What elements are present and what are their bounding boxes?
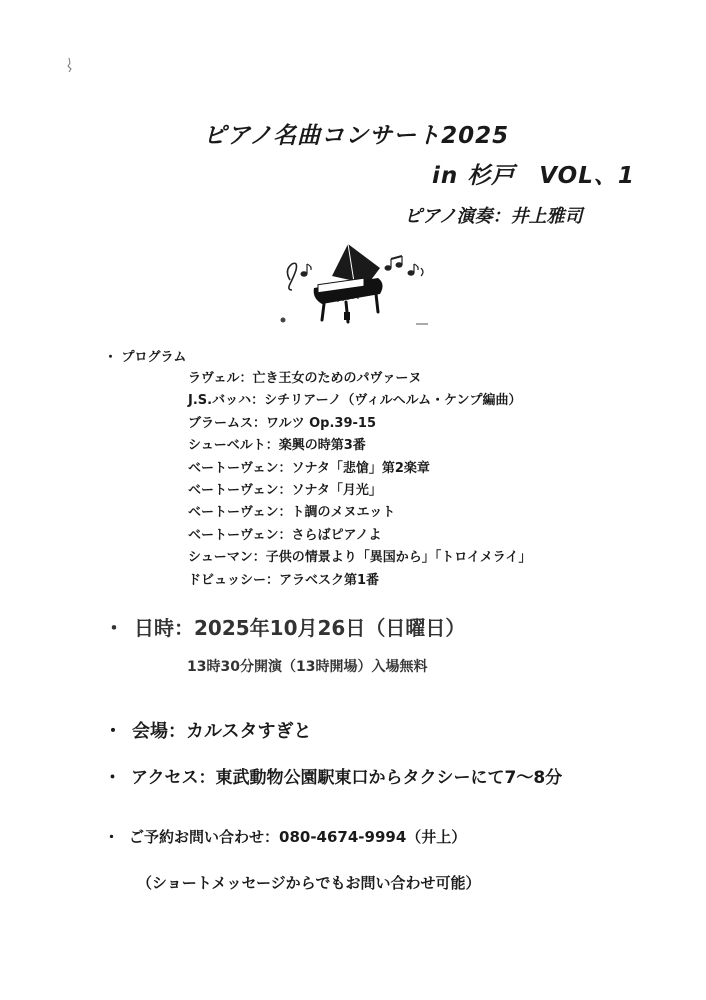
event-contact-text: ご予約お問い合わせ：080-4674-9994（井上）: [129, 828, 467, 846]
program-item: ベートーヴェン：ト調のメヌエット: [188, 505, 396, 521]
event-access-text: アクセス：東武動物公園駅東口からタクシーにて7～8分: [131, 768, 563, 788]
performer: ピアノ演奏：井上雅司: [404, 206, 583, 227]
event-venue-text: 会場：カルスタすぎと: [132, 721, 312, 742]
program-item: ブラームス：ワルツ Op.39-15: [188, 415, 377, 431]
program-item: ドビュッシー：アラベスク第1番: [188, 572, 380, 588]
scan-speck-icon: [66, 57, 73, 73]
concert-title: ピアノ名曲コンサート2025: [203, 123, 510, 149]
grand-piano-with-music-notes-icon: [280, 238, 430, 330]
bullet-mark: ・: [104, 768, 121, 788]
bullet-mark: ・: [104, 616, 124, 640]
bullet-mark: ・: [104, 721, 122, 742]
event-access: [104, 763, 562, 788]
event-venue: [104, 717, 311, 743]
program-item: ラヴェル：亡き王女のためのパヴァーヌ: [188, 371, 422, 386]
event-contact: [104, 826, 466, 847]
program-heading: ・ プログラム: [104, 350, 187, 365]
program-item: シューマン：子供の情景より「異国から」「トロイメライ」: [188, 550, 532, 566]
contact-note: （ショートメッセージからでもお問い合わせ可能）: [137, 874, 481, 892]
program-item: J.S.バッハ：シチリアーノ（ヴィルヘルム・ケンプ編曲）: [188, 393, 522, 409]
program-item: ベートーヴェン：さらばピアノよ: [188, 527, 382, 543]
event-date: [104, 612, 465, 641]
program-item: シューベルト：楽興の時第3番: [188, 438, 366, 454]
program-list: [188, 368, 531, 592]
program-item: ベートーヴェン：ソナタ「悲愴」第2楽章: [188, 460, 430, 476]
bullet-mark: ・: [104, 828, 120, 846]
program-item: ベートーヴェン：ソナタ「月光」: [188, 482, 382, 498]
event-date-text: 日時：2025年10月26日（日曜日）: [134, 616, 466, 640]
event-time: 13時30分開演（13時開場）入場無料: [187, 659, 428, 675]
concert-subtitle: in 杉戸 VOL、1: [432, 163, 635, 189]
